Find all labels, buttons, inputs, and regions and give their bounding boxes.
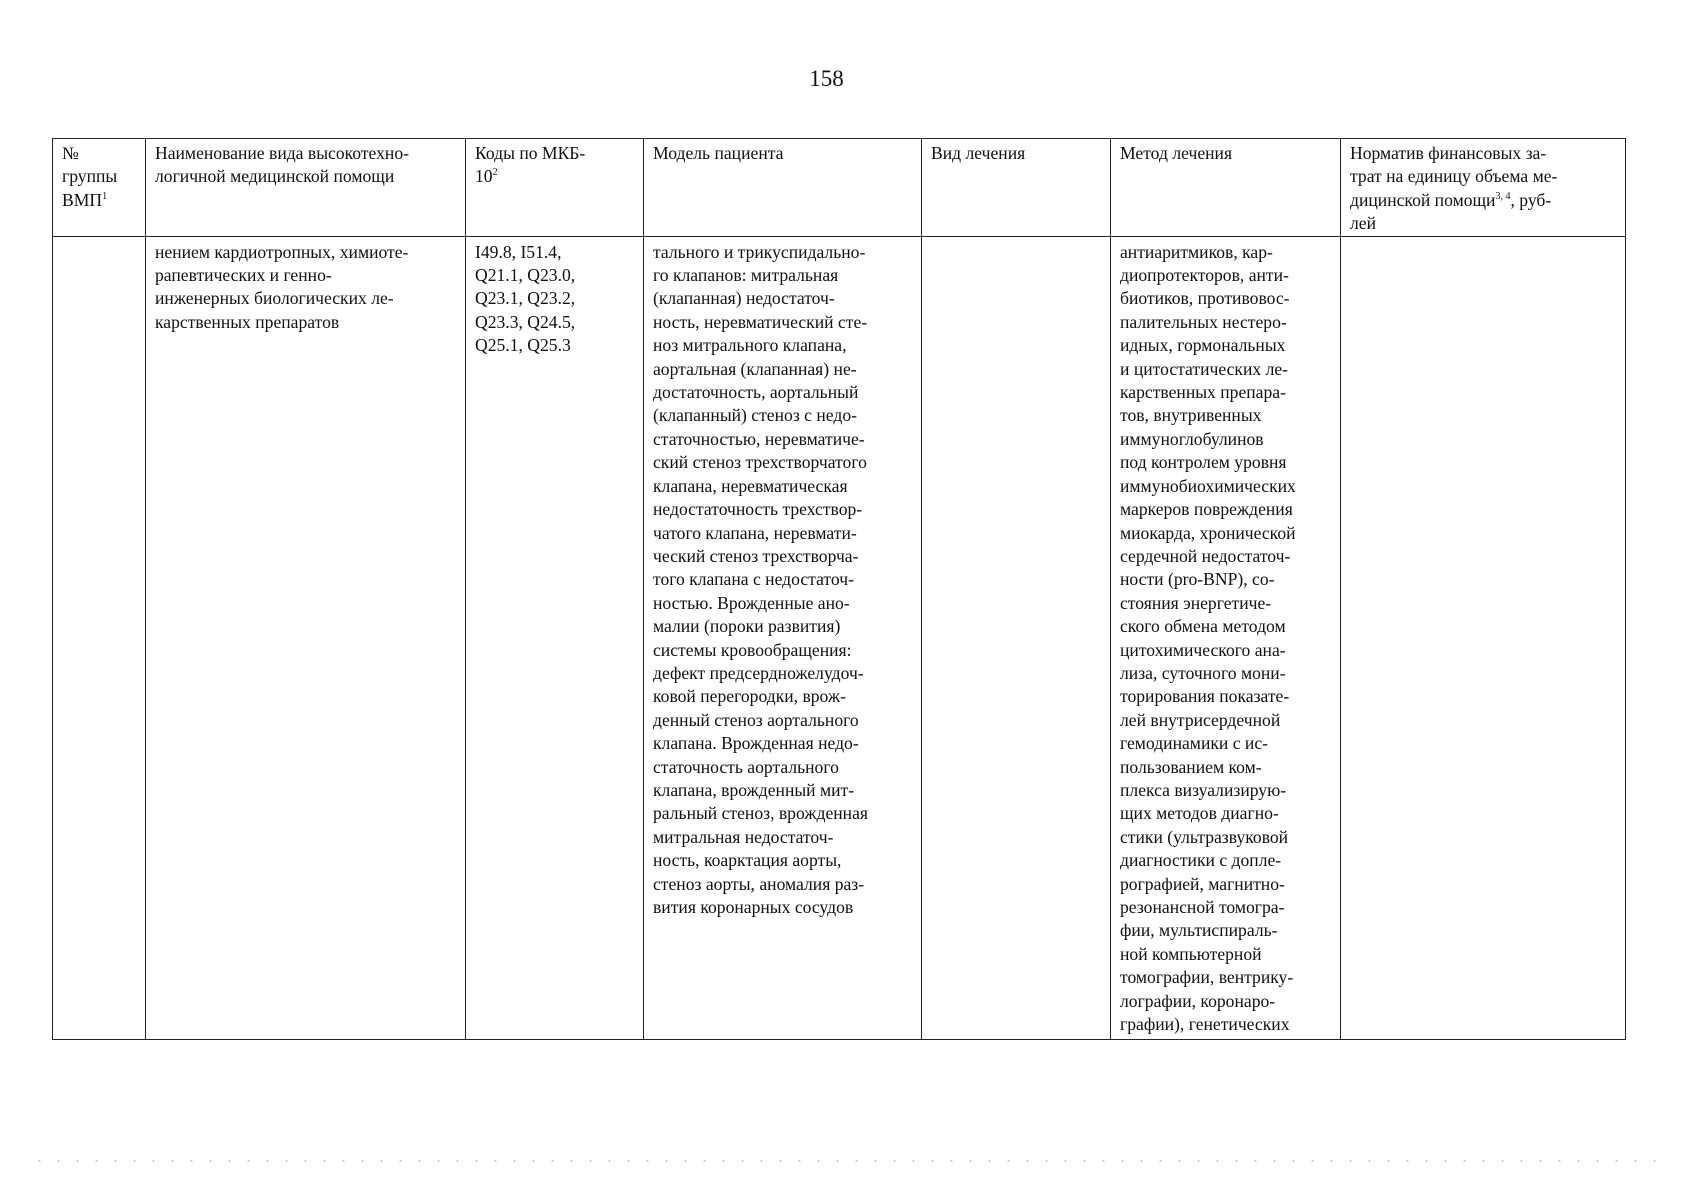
header-cost-standard: Норматив финансовых за- трат на единицу объема ме- дицинской помощи$^{3, 4}$, руб- лей: [1341, 139, 1626, 237]
cell-patient-model: тального и трикуспидально- го клапанов: митральная (клапанная) недостаточ- ность, неревматический сте- ноз митрального клапана, аортальная (клапанная) не- достаточность, аортальный (клапанный) стеноз с недо- статочностью, неревматиче- ский стеноз трехстворчатого клапана, неревматическая недостаточность трехствор- чатого клапана, неревмати- ческий стеноз трехстворча- того клапана с недостаточ- ностью. Врожденные ано- малии (пороки развития) системы кровообращения: дефект предсердножелудоч- ковой перегородки, врож- денный стеноз аортального клапана. Врожденная недо- статочность аортального клапана, врожденный мит- ральный стеноз, врожденная митральная недостаточ- ность, коарктация аорты, стеноз аорты, аномалия раз- вития коронарных сосудов: [644, 236, 922, 1039]
footnote-ref: 1: [102, 190, 108, 202]
cell-treatment-method: антиаритмиков, кар- диопротекторов, анти- биотиков, противовос- палительных нестеро- идных, гормональных и цитостатических ле- карственных препара- тов, внутривенных иммуноглобулинов под контролем уровня иммунобиохимических маркеров повреждения миокарда, хронической сердечной недостаточ- ности (pro-BNP), со- стояния энергетиче- ского обмена методом цитохимического ана- лиза, суточного мони- торирования показате- лей внутрисердечной гемодинамики с ис- пользованием ком- плекса визуализирую- щих методов диагно- стики (ультразвуковой диагностики с допле- рографией, магнитно- резонансной томогра- фии, мультиспираль- ной компьютерной томографии, вентрику- лографии, коронаро- графии), генетических: [1111, 236, 1341, 1039]
cell-treatment-type: [922, 236, 1111, 1039]
header-treatment-type: Вид лечения: [922, 139, 1111, 237]
header-patient-model: Модель пациента: [644, 139, 922, 237]
scan-noise: [30, 1158, 1660, 1164]
cell-icd-codes: I49.8, I51.4, Q21.1, Q23.0, Q23.1, Q23.2, Q23.3, Q24.5, Q25.1, Q25.3: [466, 236, 644, 1039]
header-icd-codes: Коды по МКБ- $10^2$: [466, 139, 644, 237]
footnote-ref: 3, 4: [1495, 190, 1511, 202]
header-care-type-name: Наименование вида высокотехно- логичной медицинской помощи: [146, 139, 466, 237]
table-row: [53, 236, 1626, 1039]
header-treatment-method: Метод лечения: [1111, 139, 1341, 237]
header-group-number: № группы ВМП$^1$: [53, 139, 146, 237]
cell-cost-standard: [1341, 236, 1626, 1039]
cell-group-number: [53, 236, 146, 1039]
cell-care-type-name: нением кардиотропных, химиоте- рапевтических и генно- инженерных биологических ле- карственных препаратов: [146, 236, 466, 1039]
vmp-table: [52, 138, 1626, 1040]
footnote-ref: 2: [492, 167, 498, 179]
page-number: 158: [809, 66, 844, 91]
table-header-row: [53, 139, 1626, 237]
